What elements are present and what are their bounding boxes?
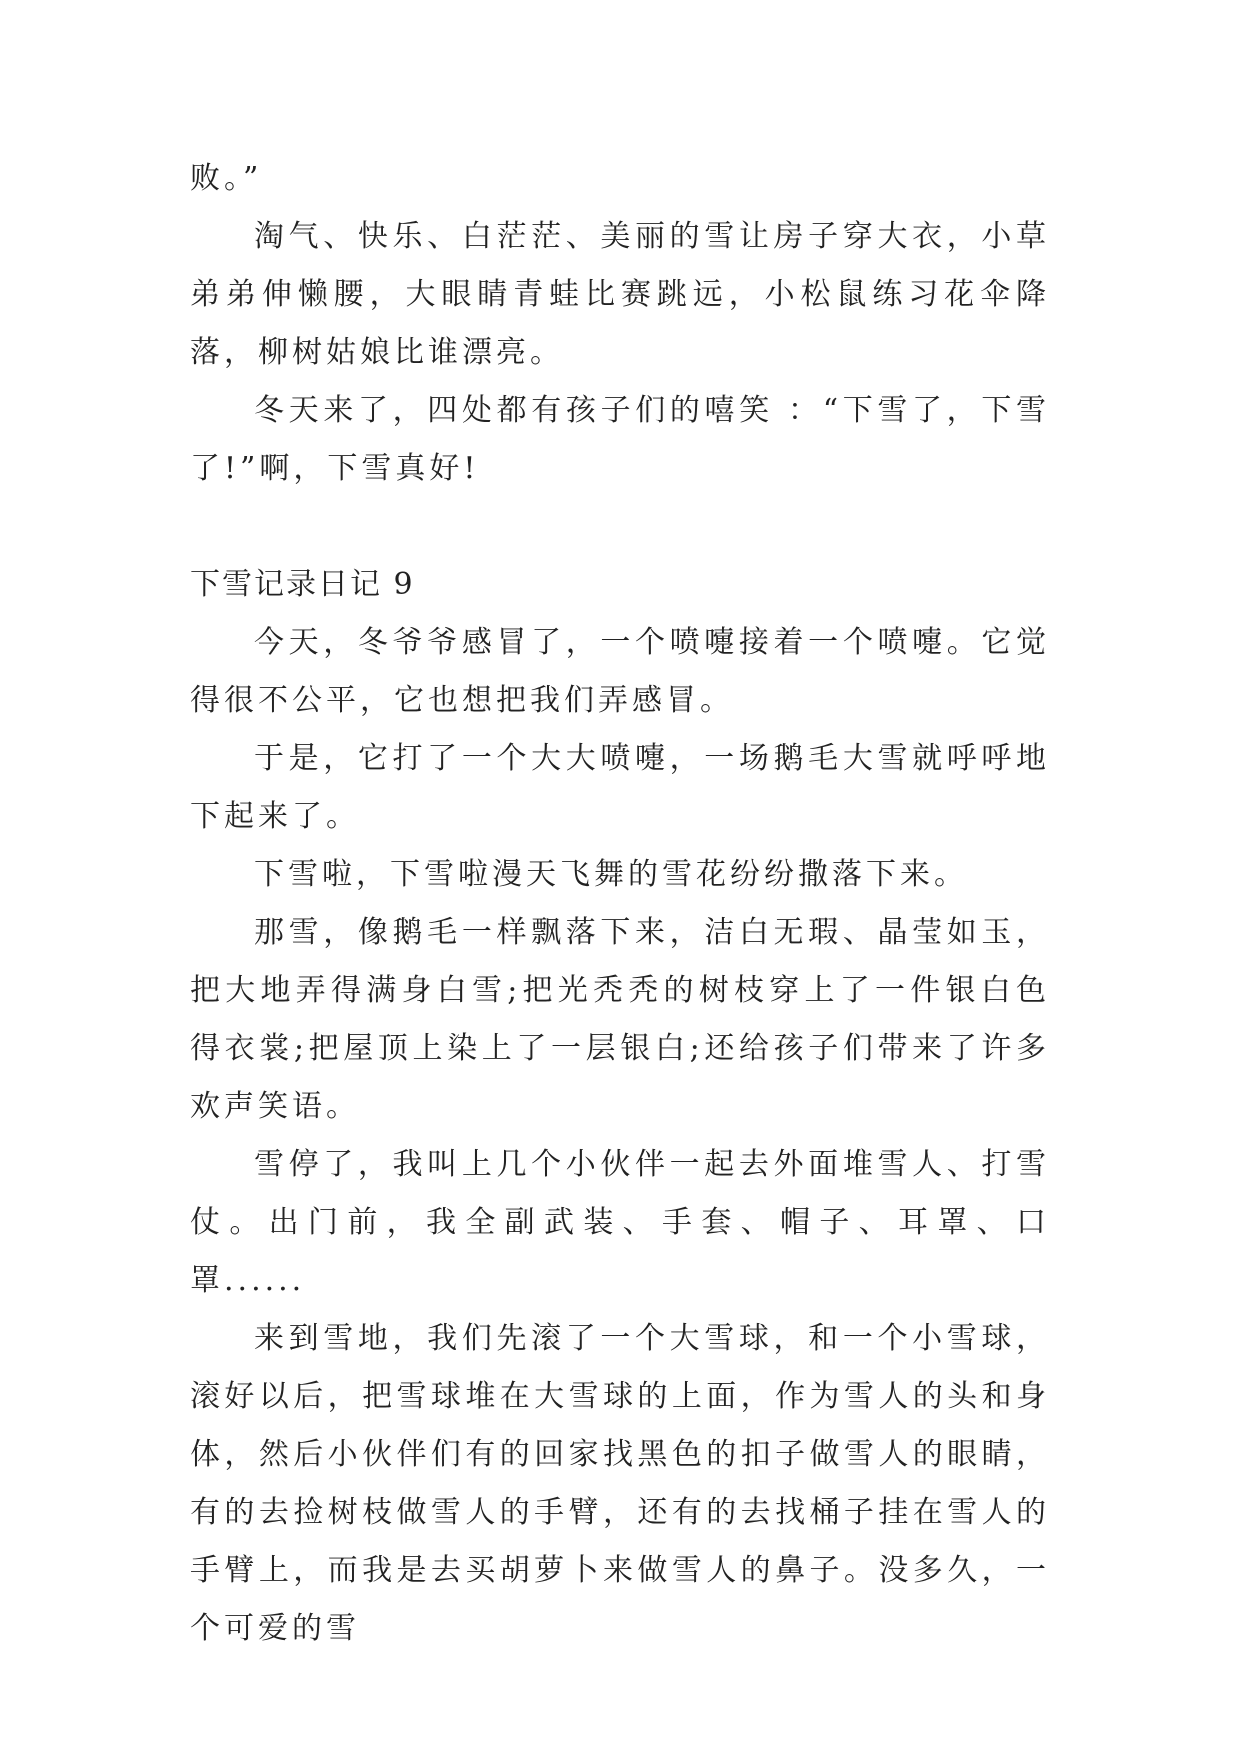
paragraph: 雪停了，我叫上几个小伙伴一起去外面堆雪人、打雪仗。出门前，我全副武装、手套、帽子、耳罩、口罩...... xyxy=(190,1147,1050,1298)
paragraph: 冬天来了，四处都有孩子们的嘻笑 ：“下雪了，下雪了!”啊，下雪真好! xyxy=(190,393,1050,486)
paragraph-continued: 败。” xyxy=(190,161,263,196)
document-body xyxy=(190,150,1050,1658)
paragraph: 那雪，像鹅毛一样飘落下来，洁白无瑕、晶莹如玉，把大地弄得满身白雪;把光秃秃的树枝穿上了一件银白色得衣裳;把屋顶上染上了一层银白;还给孩子们带来了许多欢声笑语。 xyxy=(190,915,1050,1124)
paragraph: 淘气、快乐、白茫茫、美丽的雪让房子穿大衣，小草弟弟伸懒腰，大眼睛青蛙比赛跳远，小松鼠练习花伞降落，柳树姑娘比谁漂亮。 xyxy=(190,219,1050,370)
paragraph: 来到雪地，我们先滚了一个大雪球，和一个小雪球，滚好以后，把雪球堆在大雪球的上面，作为雪人的头和身体，然后小伙伴们有的回家找黑色的扣子做雪人的眼睛，有的去捡树枝做雪人的手臂，还有的去找桶子挂在雪人的手臂上，而我是去买胡萝卜来做雪人的鼻子。没多久，一个可爱的雪 xyxy=(190,1321,1050,1646)
paragraph: 于是，它打了一个大大喷嚏，一场鹅毛大雪就呼呼地下起来了。 xyxy=(190,741,1050,834)
paragraph: 今天，冬爷爷感冒了，一个喷嚏接着一个喷嚏。它觉得很不公平，它也想把我们弄感冒。 xyxy=(190,625,1050,718)
section-title: 下雪记录日记 9 xyxy=(190,567,415,602)
paragraph: 下雪啦，下雪啦漫天飞舞的雪花纷纷撒落下来。 xyxy=(254,857,968,892)
